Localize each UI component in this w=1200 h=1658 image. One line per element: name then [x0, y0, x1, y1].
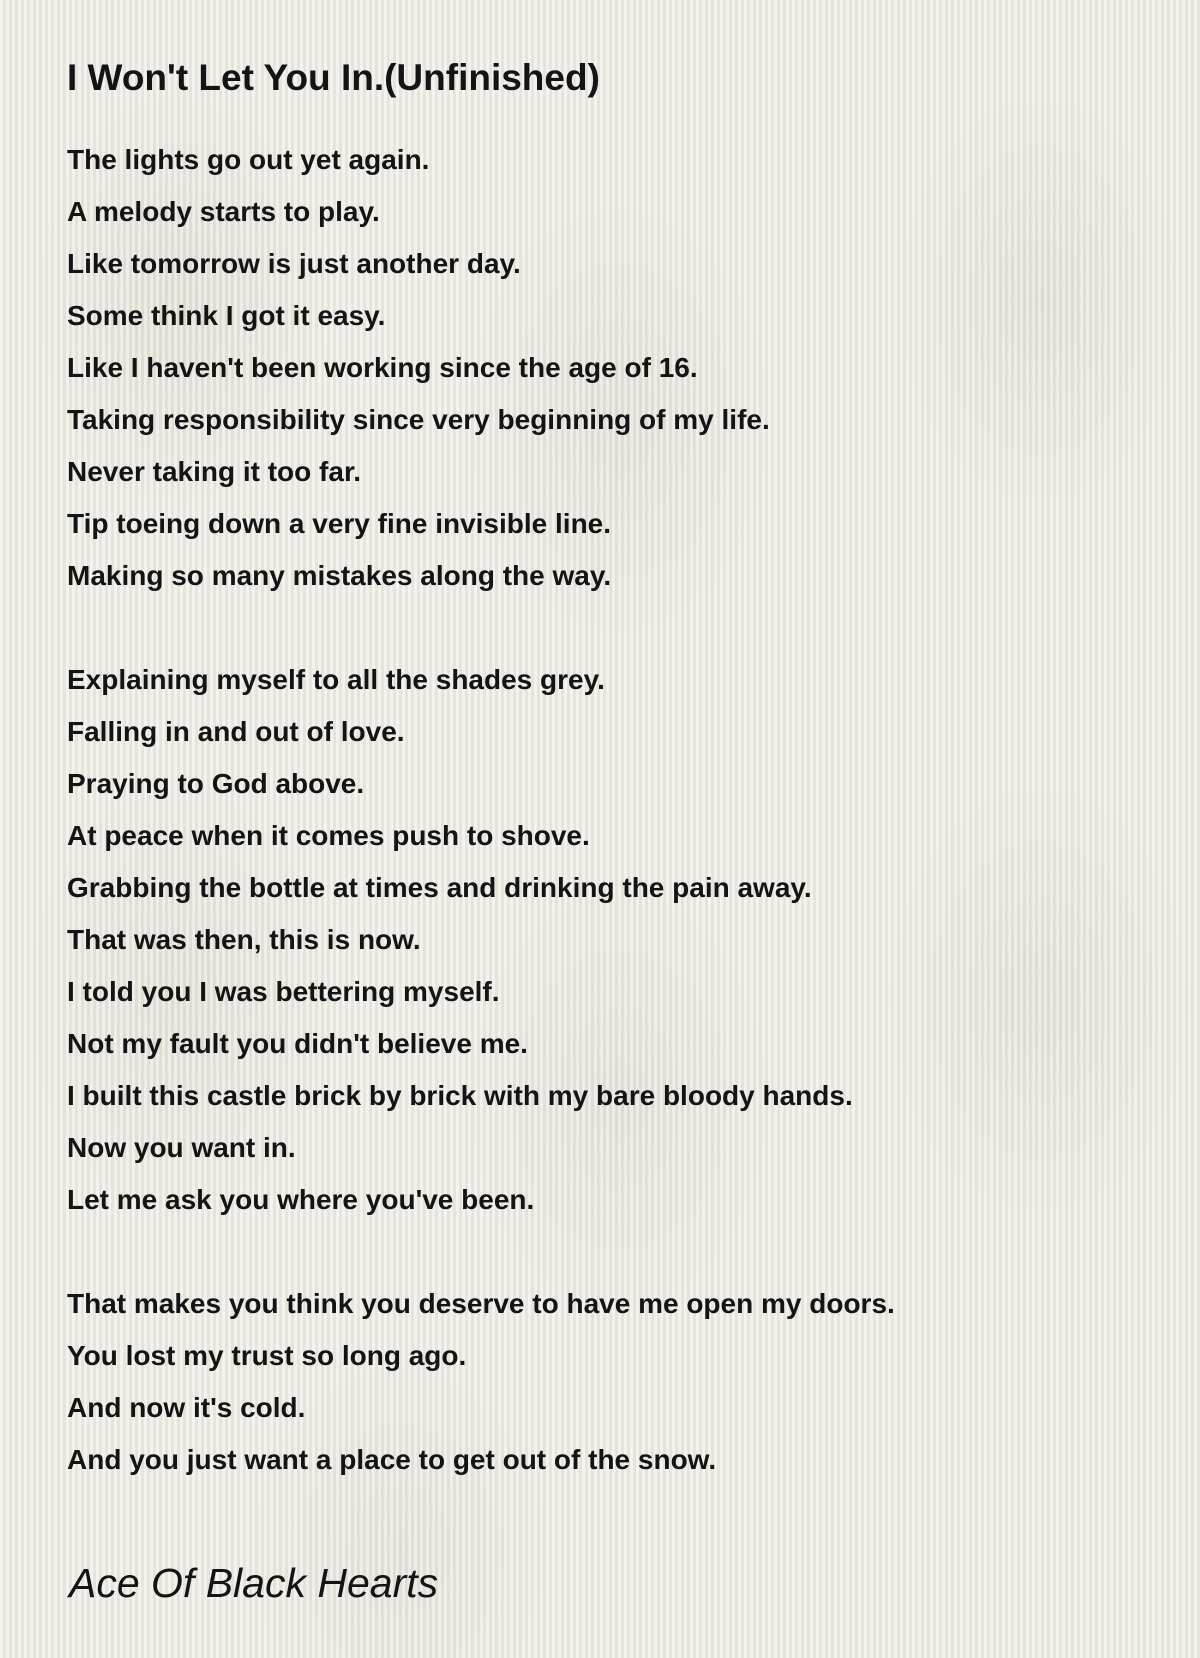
poem-line: And now it's cold. — [67, 1392, 306, 1423]
poem-line: Grabbing the bottle at times and drinking the pain away. — [67, 872, 812, 903]
poem-line: Like I haven't been working since the age of 16. — [67, 352, 698, 383]
stanza-1 — [67, 134, 1167, 602]
poem-line: And you just want a place to get out of the snow. — [67, 1444, 717, 1475]
poem-line: Not my fault you didn't believe me. — [67, 1028, 528, 1059]
poem-line: Explaining myself to all the shades grey. — [67, 664, 605, 695]
poem-body — [67, 134, 1167, 1486]
stanza-2 — [67, 654, 1167, 1226]
poem-line: A melody starts to play. — [67, 196, 380, 227]
poem-author: Ace Of Black Hearts — [69, 1560, 439, 1606]
poem-line: That was then, this is now. — [67, 924, 421, 955]
poem-line: Tip toeing down a very fine invisible line. — [67, 508, 612, 539]
poem-line: I told you I was bettering myself. — [67, 976, 500, 1007]
poem-line: That makes you think you deserve to have me open my doors. — [67, 1288, 895, 1319]
poem-line: Taking responsibility since very beginning of my life. — [67, 404, 770, 435]
poem-page — [67, 48, 1167, 1538]
poem-line: Praying to God above. — [67, 768, 365, 799]
poem-line: Some think I got it easy. — [67, 300, 386, 331]
poem-line: The lights go out yet again. — [67, 144, 430, 175]
stanza-3 — [67, 1278, 1167, 1486]
poem-line: I built this castle brick by brick with my bare bloody hands. — [67, 1080, 853, 1111]
poem-line: You lost my trust so long ago. — [67, 1340, 467, 1371]
poem-line: Never taking it too far. — [67, 456, 362, 487]
poem-line: At peace when it comes push to shove. — [67, 820, 590, 851]
poem-line: Now you want in. — [67, 1132, 296, 1163]
poem-title: I Won't Let You In.(Unfinished) — [67, 57, 600, 98]
poem-line: Let me ask you where you've been. — [67, 1184, 535, 1215]
poem-line: Making so many mistakes along the way. — [67, 560, 612, 591]
poem-line: Falling in and out of love. — [67, 716, 405, 747]
poem-line: Like tomorrow is just another day. — [67, 248, 521, 279]
